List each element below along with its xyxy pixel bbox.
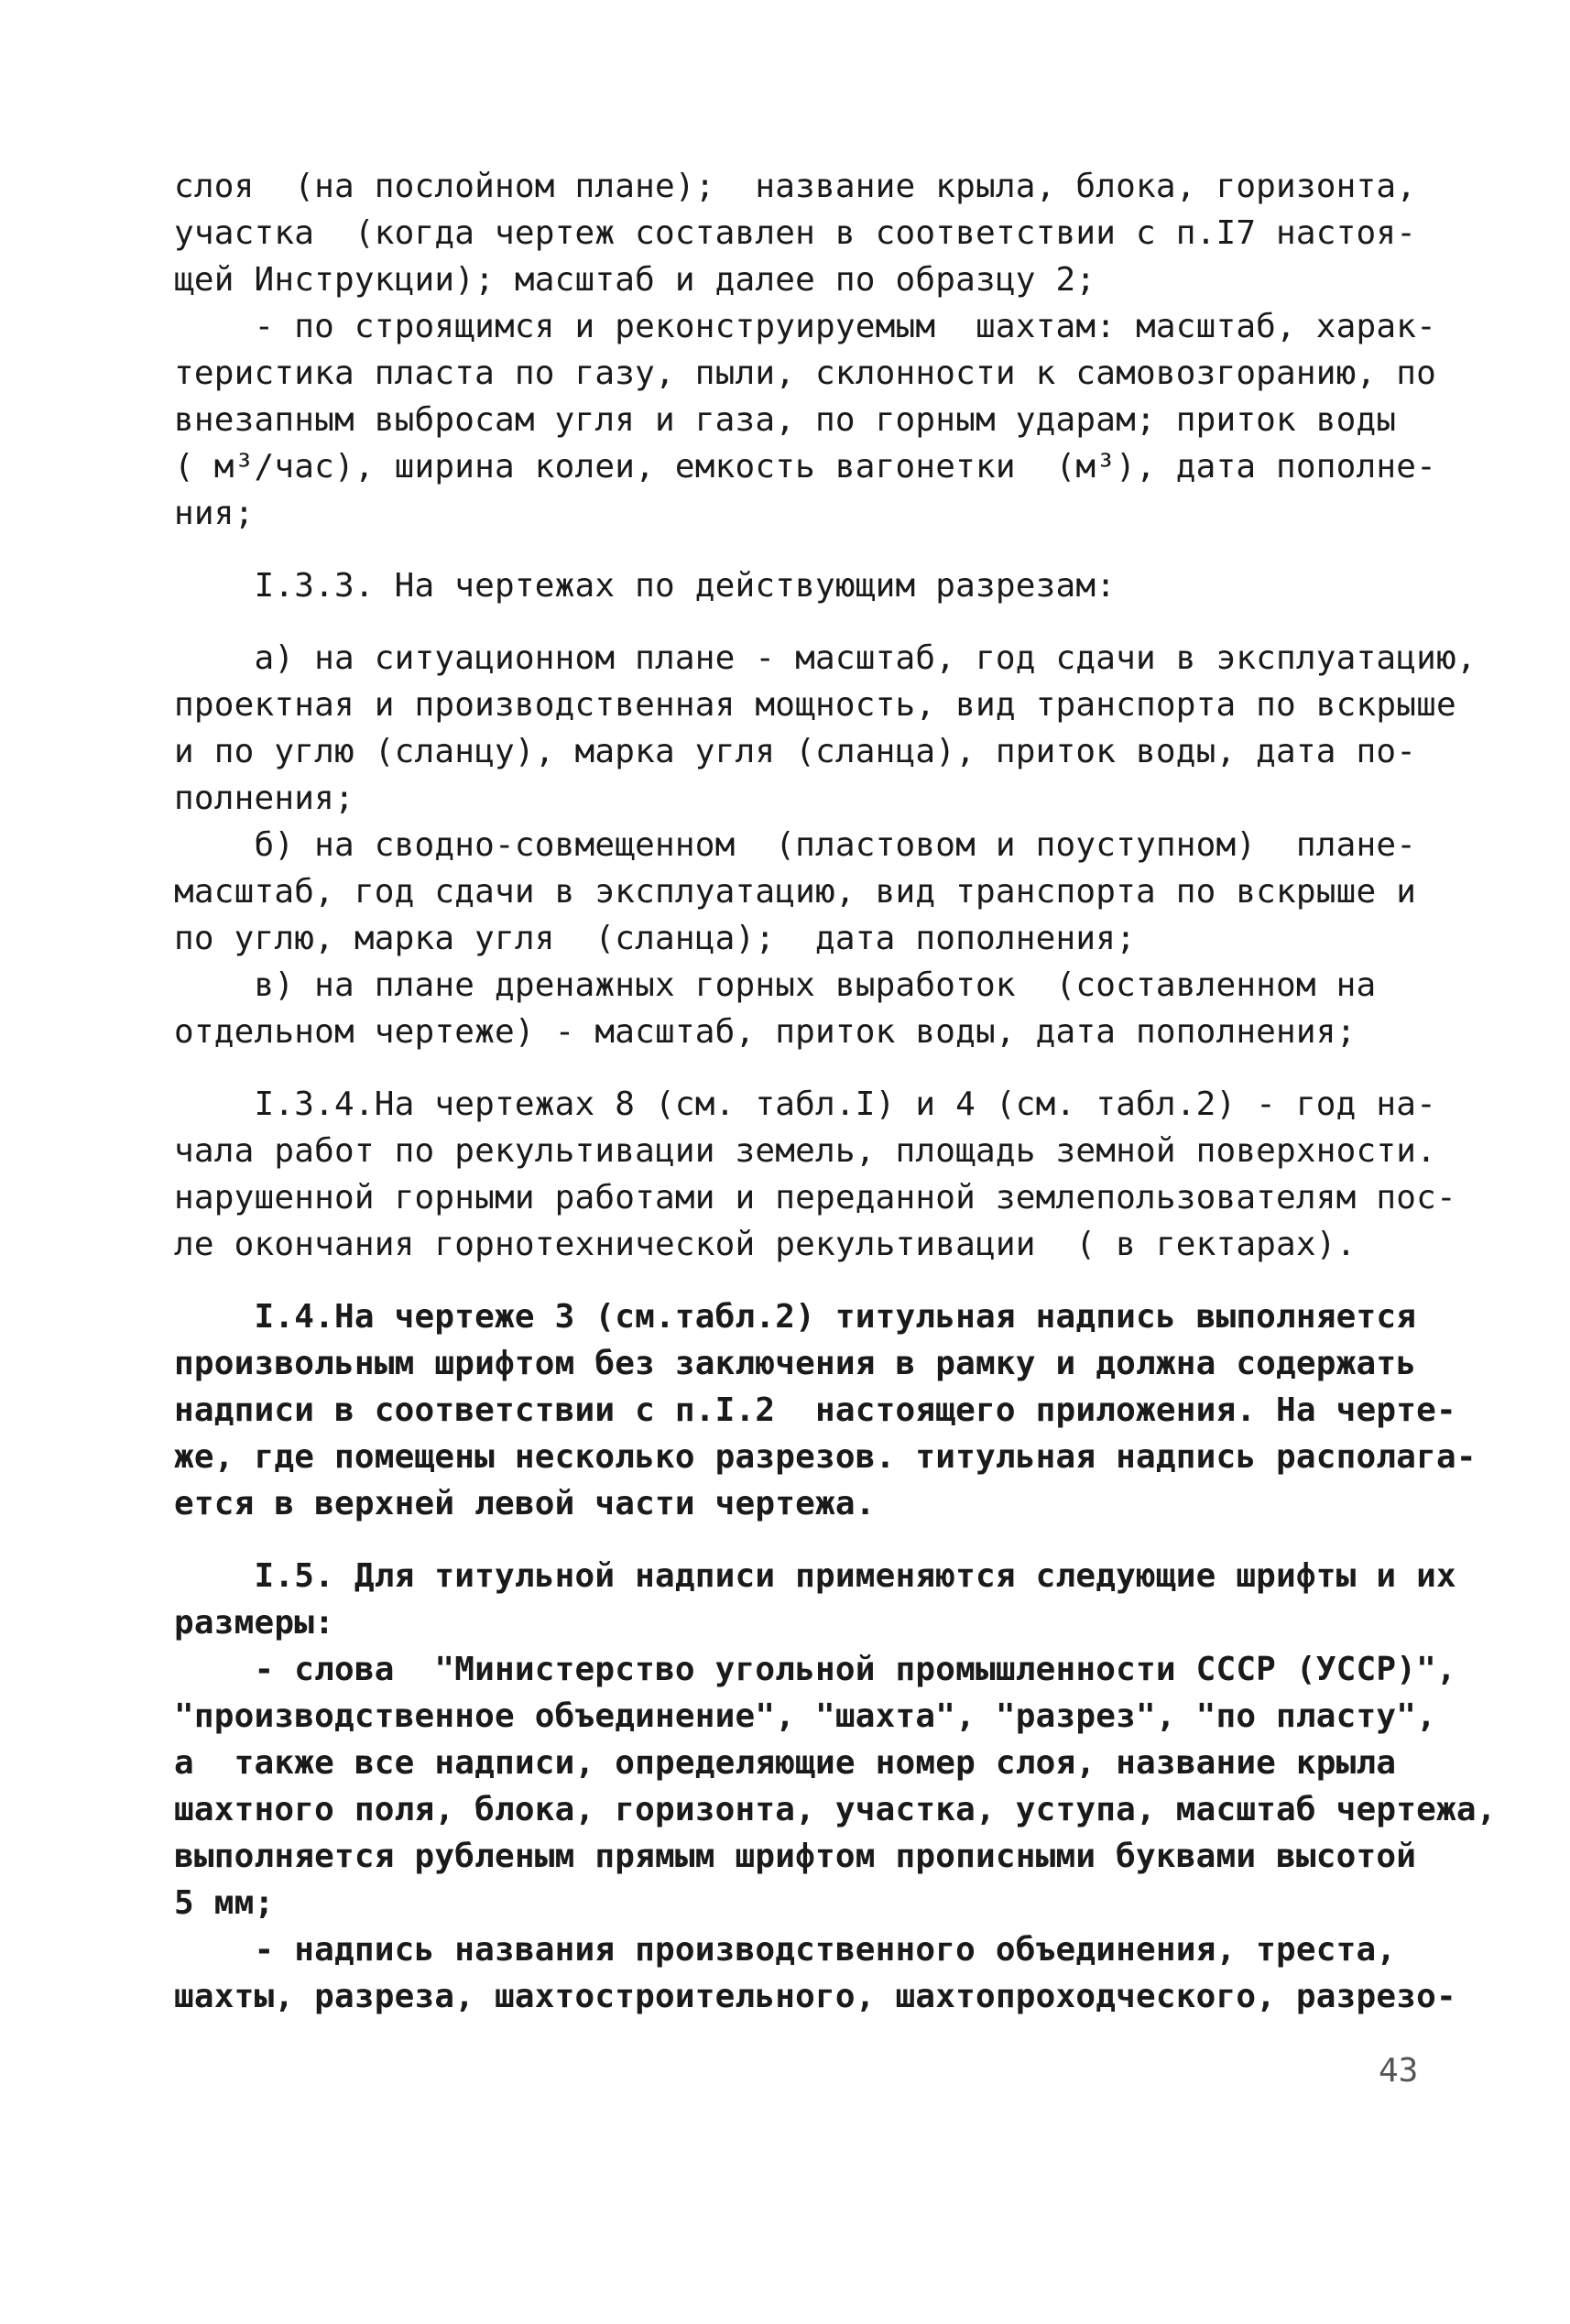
text-line: I.3.4.На чертежах 8 (см. табл.I) и 4 (см. табл.2) - год на- — [174, 1086, 1437, 1123]
text-line: выполняется рубленым прямым шрифтом прописными буквами высотой — [174, 1838, 1417, 1875]
text-line: а также все надписи, определяющие номер слоя, название крыла — [174, 1744, 1397, 1782]
text-line: нарушенной горными работами и переданной землепользователям пос- — [174, 1179, 1456, 1217]
text-line: произвольным шрифтом без заключения в рамку и должна содержать — [174, 1345, 1417, 1382]
text-line: масштаб, год сдачи в эксплуатацию, вид транспорта по вскрыше и — [174, 873, 1417, 911]
text-line: "производственное объединение", "шахта", "разрез", "по пласту", — [174, 1697, 1437, 1735]
text-line: - надпись названия производственного объединения, треста, — [174, 1931, 1397, 1969]
text-line: I.5. Для титульной надписи применяются следующие шрифты и их — [174, 1557, 1456, 1595]
page-number: 43 — [1379, 2052, 1419, 2089]
text-line: ле окончания горнотехнической рекультивации ( в гектарах). — [174, 1226, 1357, 1263]
text-line: ( м³/час), ширина колеи, емкость вагонетки (м³), дата пополне- — [174, 448, 1437, 486]
text-line: 5 мм; — [174, 1884, 275, 1922]
text-line: I.3.3. На чертежах по действующим разрезам: — [174, 567, 1117, 605]
text-line: а) на ситуационном плане - масштаб, год сдачи в эксплуатацию, — [174, 639, 1477, 677]
text-line: ется в верхней левой части чертежа. — [174, 1485, 876, 1522]
text-line: чала работ по рекультивации земель, площадь земной поверхности. — [174, 1132, 1437, 1170]
text-line: I.4.На чертеже 3 (см.табл.2) титульная надпись выполняется — [174, 1298, 1417, 1336]
text-line: теристика пласта по газу, пыли, склонности к самовозгоранию, по — [174, 355, 1437, 392]
text-line: же, где помещены несколько разрезов. титульная надпись располага- — [174, 1438, 1477, 1476]
body-text — [174, 163, 1497, 2020]
text-line: - слова "Министерство угольной промышленности СССР (УССР)", — [174, 1651, 1456, 1688]
text-line: проектная и производственная мощность, вид транспорта по вскрыше — [174, 686, 1456, 724]
text-line: участка (когда чертеж составлен в соответствии с п.I7 настоя- — [174, 214, 1417, 252]
text-line: слоя (на послойном плане); название крыла, блока, горизонта, — [174, 168, 1417, 205]
text-line: в) на плане дренажных горных выработок (составленном на — [174, 966, 1377, 1004]
text-line: - по строящимся и реконструируемым шахтам: масштаб, харак- — [174, 308, 1437, 345]
text-line: ния; — [174, 495, 255, 532]
text-line: отдельном чертеже) - масштаб, приток воды, дата пополнения; — [174, 1013, 1357, 1051]
text-line: полнения; — [174, 780, 354, 817]
text-line: щей Инструкции); масштаб и далее по образцу 2; — [174, 261, 1096, 299]
text-line: размеры: — [174, 1604, 334, 1642]
text-line: по углю, марка угля (сланца); дата пополнения; — [174, 920, 1136, 957]
text-line: шахты, разреза, шахтостроительного, шахтопроходческого, разрезо- — [174, 1978, 1456, 2015]
text-line: надписи в соответствии с п.I.2 настоящего приложения. На черте- — [174, 1391, 1456, 1429]
text-line: шахтного поля, блока, горизонта, участка, уступа, масштаб чертежа, — [174, 1791, 1497, 1828]
text-line: б) на сводно-совмещенном (пластовом и поуступном) плане- — [174, 826, 1417, 864]
text-line: и по углю (сланцу), марка угля (сланца), приток воды, дата по- — [174, 733, 1417, 770]
text-line: внезапным выбросам угля и газа, по горным ударам; приток воды — [174, 401, 1397, 439]
